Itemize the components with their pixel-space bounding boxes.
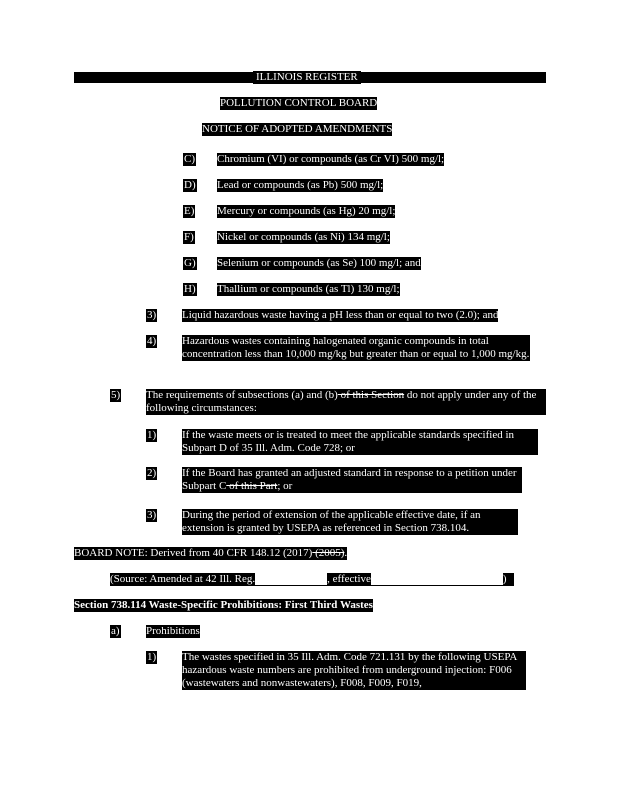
list-item-c: Chromium (VI) or compounds (as Cr VI) 500 mg/l; (217, 153, 445, 165)
board-note-text: BOARD NOTE: Derived from 40 CFR 148.12 (2017) (74, 547, 313, 559)
sub-2-struck-text: of this Part (226, 480, 278, 492)
source-line (110, 573, 514, 586)
sec-a1-label: 1) (147, 651, 157, 663)
item-5-text (146, 389, 546, 415)
item-4-text: Hazardous wastes containing halogenated organic compounds in total concentration less than 10,000 mg/kg but greater than or equal to 1,000 mg/kg. (182, 335, 530, 360)
notice-title: NOTICE OF ADOPTED AMENDMENTS (202, 123, 393, 135)
item-5-label: 5) (111, 389, 121, 401)
list-label-d: D) (184, 179, 196, 191)
item-5-text-b: do not apply under any of the following circumstances: (146, 389, 537, 414)
sec-a-text: Prohibitions (146, 625, 200, 637)
sub-2-text-a: If the Board has granted an adjusted standard in response to a petition under Subpart C (182, 467, 517, 492)
board-note (74, 547, 347, 560)
sec-a1-text: The wastes specified in 35 Ill. Adm. Code 721.131 by the following USEPA hazardous waste numbers are prohibited from underground injection: F006 (wastewaters and nonwastewaters), F008, F009, F019, (182, 651, 526, 690)
list-item-h: Thallium or compounds (as Tl) 130 mg/l; (217, 283, 400, 295)
source-text-c: ) (502, 573, 507, 585)
item-5-struck-text: of this Section (337, 389, 405, 401)
board-note-struck: (2005) (312, 547, 345, 559)
sub-1-text: If the waste meets or is treated to meet the applicable standards specified in Subpart D of 35 Ill. Adm. Code 728; or (182, 429, 538, 455)
item-4-label: 4) (147, 335, 157, 347)
sub-3-text: During the period of extension of the applicable effective date, if an extension is granted by USEPA as referenced in Section 738.104. (182, 509, 518, 535)
sub-1-label: 1) (147, 429, 157, 441)
item-5-text-a: The requirements of subsections (a) and (b) (146, 389, 338, 401)
list-label-h: H) (184, 283, 196, 295)
sub-3-label: 3) (147, 509, 157, 521)
sub-2-text-b: ; or (277, 480, 293, 492)
source-text-b: , effective (327, 573, 371, 585)
item-3-text: Liquid hazardous waste having a pH less than or equal to two (2.0); and (182, 309, 499, 321)
list-label-c: C) (184, 153, 195, 165)
list-label-g: G) (184, 257, 196, 269)
source-blank-reg (255, 573, 327, 585)
sub-2-label: 2) (147, 467, 157, 479)
register-title: ILLINOIS REGISTER (253, 71, 361, 84)
sec-a-label: a) (111, 625, 120, 637)
board-note-after: . (344, 547, 348, 559)
item-3-label: 3) (147, 309, 157, 321)
source-blank-date (371, 573, 503, 585)
list-item-d: Lead or compounds (as Pb) 500 mg/l; (217, 179, 384, 191)
list-item-f: Nickel or compounds (as Ni) 134 mg/l; (217, 231, 390, 243)
list-item-e: Mercury or compounds (as Hg) 20 mg/l; (217, 205, 396, 217)
list-label-f: F) (184, 231, 194, 243)
board-title: POLLUTION CONTROL BOARD (220, 97, 378, 109)
list-item-g: Selenium or compounds (as Se) 100 mg/l; and (217, 257, 421, 269)
list-label-e: E) (184, 205, 195, 217)
source-text-a: (Source: Amended at 42 Ill. Reg. (110, 573, 256, 585)
section-heading: Section 738.114 Waste-Specific Prohibitions: First Third Wastes (74, 599, 373, 611)
sub-2-text (182, 467, 522, 493)
